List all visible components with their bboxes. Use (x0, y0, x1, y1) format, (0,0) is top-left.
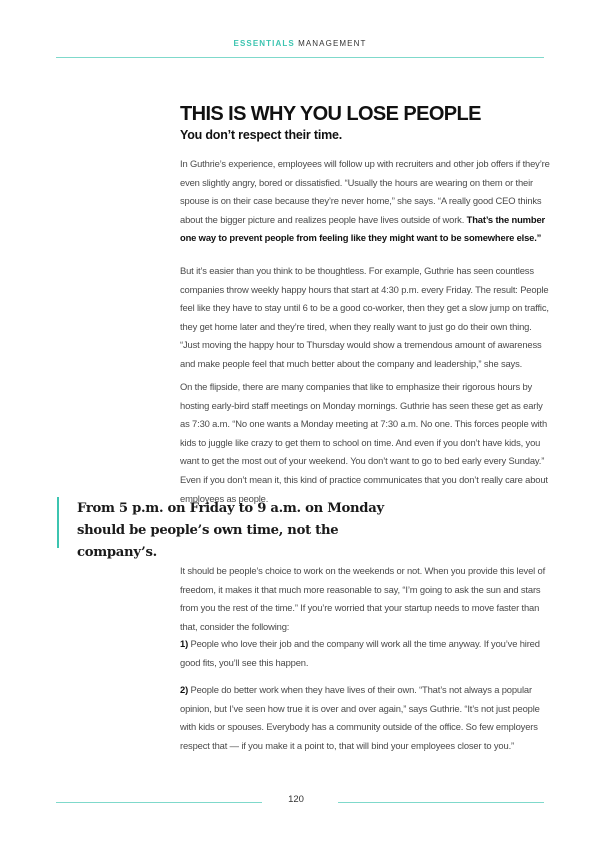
list-item-text: People who love their job and the company will work all the time anyway. If you’ve hired good fits, you’ll see this happen. (180, 638, 540, 668)
page-number: 120 (288, 794, 304, 805)
list-item-number: 1) (180, 638, 189, 649)
footer-rule-left (56, 802, 262, 803)
list-item (180, 681, 550, 755)
header-section-name: MANAGEMENT (298, 39, 367, 48)
pull-quote: From 5 p.m. on Friday to 9 a.m. on Monday should be people’s own time, not the company’s. (77, 501, 384, 560)
paragraph-1-text: In Guthrie’s experience, employees will follow up with recruiters and other job offers if they’re even slightly angry, bored or dissatisfied. “Usually the hours are wearing on them or their spouse is on their case because they’re never home,” she says. “A really good CEO thinks about the bigger picture and realizes people have lives outside of work. (180, 158, 550, 225)
footer-rule-right (338, 802, 544, 803)
pull-quote-accent-bar (57, 497, 59, 548)
paragraph-4: It should be people’s choice to work on the weekends or not. When you provide this level of freedom, it makes it that much more reasonable to say, “I’m going to ask the sun and stars from you the rest of the time.” If you’re worried that your startup needs to move faster than that, consider the following: (180, 565, 546, 632)
paragraph-1-bold: That’s the number one way to prevent people from feeling like they might want to be somewhere else.” (180, 213, 545, 244)
header-section-accent: ESSENTIALS (233, 39, 295, 48)
paragraph-3: On the flipside, there are many companies that like to emphasize their rigorous hours by hosting early-bird staff meetings on Monday mornings. Guthrie has seen these get as early as 7:30 a.m. “No one wants a Monday meeting at 7:30 a.m. No one. This forces people with kids to juggle like crazy to get them to school on time. And even if you don’t have kids, you want to get the most out of your weekend. You don’t want to go to bed early every Sunday.” Even if you don’t mean it, this kind of practice communicates that you don’t really care about employees as people. (180, 381, 548, 504)
running-header (0, 39, 600, 48)
article-title: THIS IS WHY YOU LOSE PEOPLE (180, 103, 481, 125)
article-subtitle: You don’t respect their time. (180, 128, 343, 142)
list-item (180, 635, 550, 672)
list-item-number: 2) (180, 684, 189, 695)
header-rule (56, 57, 544, 58)
list-item-text: People do better work when they have lives of their own. “That’s not always a popular opinion, but I’ve seen how true it is over and over again,” says Guthrie. “It’s not just people with kids or spouses. Everybody has a community outside of the office. So few employers respect that — if you make it a point to, that will bind your employees closer to you.” (180, 684, 540, 751)
paragraph-2: But it’s easier than you think to be thoughtless. For example, Guthrie has seen countless companies throw weekly happy hours that start at 4:30 p.m. every Friday. The result: People feel like they have to stay until 6 to be a good co-worker, then they get a slow jump on traffic, they get home later and they’re tired, when they really want to just go do their own thing. “Just moving the happy hour to Thursday would show a tremendous amount of awareness and make people feel that much better about the company and leadership,” she says. (180, 265, 549, 369)
paragraph-1 (180, 155, 550, 248)
